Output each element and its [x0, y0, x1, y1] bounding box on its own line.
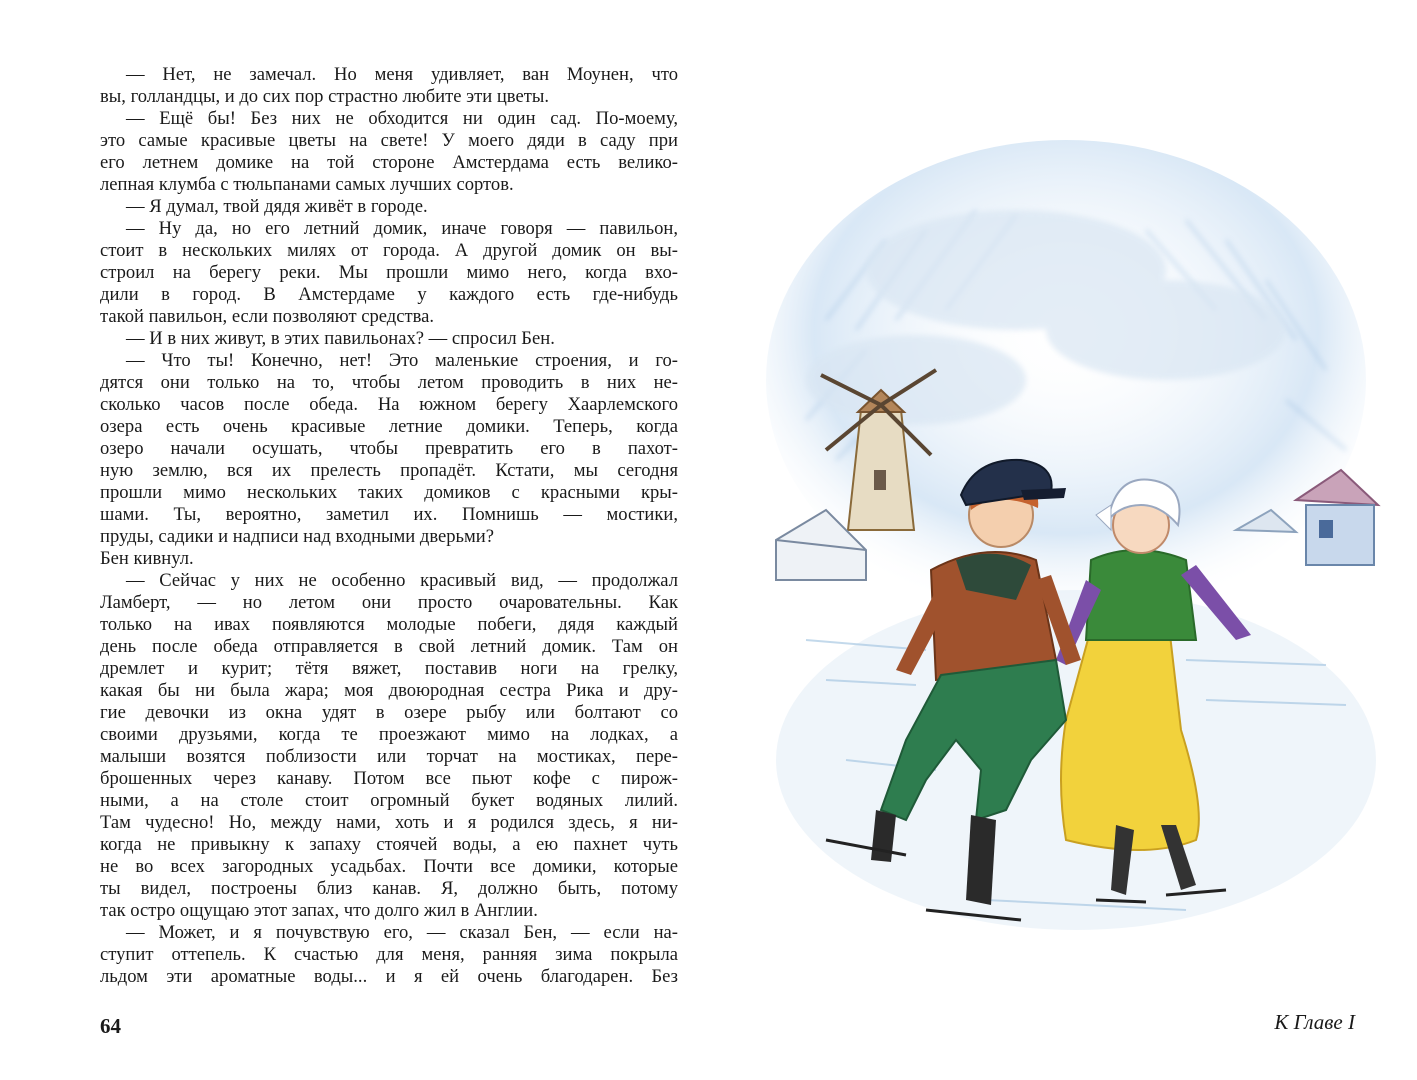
text-line: — Сейчас у них не особенно красивый вид, — продолжал — [126, 570, 678, 591]
text-line: льдом эти ароматные воды... и я ей очень благодарен. Без — [100, 966, 678, 987]
text-line: — Может, и я почувствую его, — сказал Бен, — если на- — [126, 922, 678, 943]
body-text — [100, 64, 678, 988]
text-line: ными, а на столе стоит огромный букет водяных лилий. — [100, 790, 678, 811]
right-page — [708, 0, 1417, 1080]
text-line: день после обеда отправляется в свой летний домик. Там он — [100, 636, 678, 657]
text-line: такой павильон, если позволяют средства. — [100, 306, 435, 327]
text-line: стоит в нескольких милях от города. А другой домик он вы- — [100, 240, 678, 261]
text-line: — Ещё бы! Без них не обходится ни один сад. По-моему, — [126, 108, 678, 129]
text-line: — Я думал, твой дядя живёт в городе. — [126, 196, 428, 217]
text-line: сколько часов после обеда. На южном берегу Хаарлемского — [100, 394, 678, 415]
illustration-caption: К Главе I — [1274, 1010, 1355, 1034]
text-line: — Ну да, но его летний домик, иначе говоря — павильон, — [126, 218, 678, 239]
page-number: 64 — [100, 1014, 121, 1038]
text-line: строил на берегу реки. Мы прошли мимо него, когда вхо- — [100, 262, 678, 283]
text-line: это самые красивые цветы на свете! У моего дяди в саду при — [100, 130, 678, 151]
text-line: лепная клумба с тюльпанами самых лучших сортов. — [100, 174, 514, 195]
text-line: Там чудесно! Но, между нами, хоть и я родился здесь, я ни- — [100, 812, 678, 833]
text-line: Бен кивнул. — [100, 548, 194, 569]
text-line: ты видел, построены близ канав. Я, должно быть, потому — [100, 878, 678, 899]
text-line: малыши возятся поблизости или торчат на мостиках, пере- — [100, 746, 678, 767]
left-page — [0, 0, 708, 1080]
text-line: шами. Ты, вероятно, заметил их. Помнишь — мостики, — [100, 504, 678, 525]
text-line: брошенных через канаву. Потом все пьют кофе с пирож- — [100, 768, 678, 789]
text-line: гие девочки из окна удят в озере рыбу или болтают со — [100, 702, 678, 723]
text-line: ступит оттепель. К счастью для меня, ранняя зима покрыла — [100, 944, 678, 965]
text-line: какая бы ни была жара; моя двоюродная сестра Рика и дру- — [100, 680, 678, 701]
text-line: — И в них живут, в этих павильонах? — спросил Бен. — [126, 328, 555, 349]
text-line: — Что ты! Конечно, нет! Это маленькие строения, и го- — [126, 350, 678, 371]
text-line: не во всех загородных усадьбах. Почти все домики, которые — [100, 856, 678, 877]
text-line: прошли мимо нескольких таких домиков с красными кры- — [100, 482, 678, 503]
text-line: дили в город. В Амстердаме у каждого есть где-нибудь — [100, 284, 678, 305]
text-line: озера есть очень красивые летние домики. Теперь, когда — [100, 416, 678, 437]
text-line: вы, голландцы, и до сих пор страстно любите эти цветы. — [100, 86, 549, 107]
skating-illustration — [766, 120, 1386, 980]
text-line: — Нет, не замечал. Но меня удивляет, ван Моунен, что — [126, 64, 678, 85]
text-line: своими друзьями, когда те проезжают мимо на лодках, а — [100, 724, 678, 745]
text-line: пруды, садики и надписи над входными дверьми? — [100, 526, 495, 547]
text-line: озеро начали осушать, чтобы превратить его в пахот- — [100, 438, 678, 459]
text-line: Ламберт, — но летом они просто очаровательны. Как — [100, 592, 678, 613]
text-line: так остро ощущаю этот запах, что долго жил в Англии. — [100, 900, 538, 921]
text-line: когда не привыкну к запаху стоячей воды, а ею пахнет чуть — [100, 834, 678, 855]
text-line: только на ивах появляются молодые побеги, дядя каждый — [100, 614, 678, 635]
text-line: ную землю, вся их прелесть пропадёт. Кстати, мы сегодня — [100, 460, 678, 481]
text-line: дятся они только на то, чтобы летом проводить в них не- — [100, 372, 678, 393]
text-line: дремлет и курит; тётя вяжет, поставив ноги на грелку, — [100, 658, 678, 679]
text-line: его летнем домике на той стороне Амстердама есть велико- — [100, 152, 678, 173]
